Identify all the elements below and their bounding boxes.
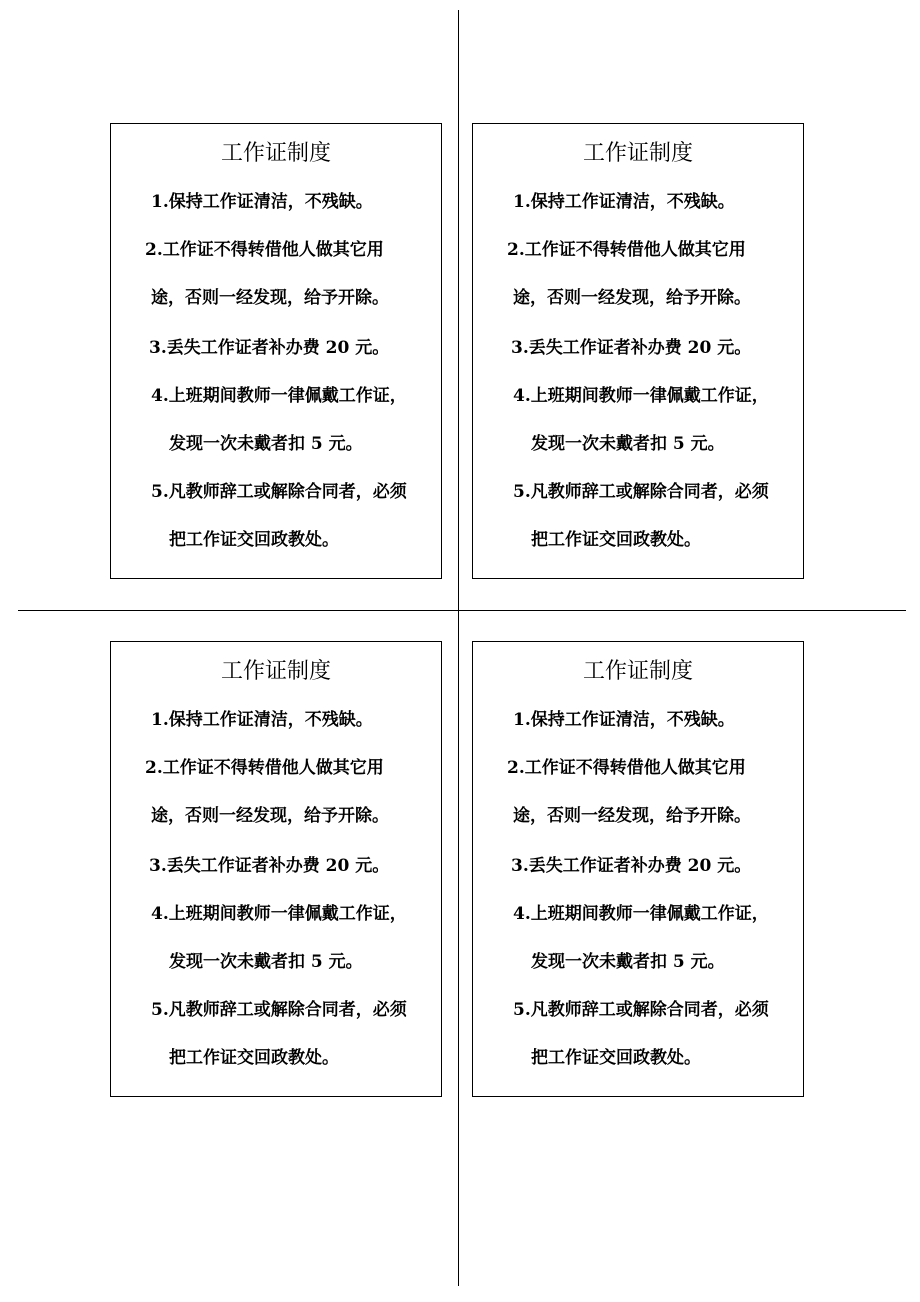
rule-line-7: 5.凡教师辞工或解除合同者，必须: [151, 1000, 407, 1020]
card-title: 工作证制度: [582, 141, 693, 166]
rule-line-6: 发现一次未戴者扣 5 元。: [531, 434, 725, 454]
rule-line-5: 4.上班期间教师一律佩戴工作证，: [513, 904, 769, 924]
rule-line-2: 2.工作证不得转借他人做其它用: [507, 758, 746, 778]
rule-card-bottom-left: [110, 641, 442, 1097]
rule-line-5: 4.上班期间教师一律佩戴工作证，: [151, 386, 407, 406]
rule-card-top-right: [472, 123, 804, 579]
rule-line-5: 4.上班期间教师一律佩戴工作证，: [151, 904, 407, 924]
rule-line-2: 2.工作证不得转借他人做其它用: [145, 758, 384, 778]
card-title: 工作证制度: [582, 659, 693, 684]
rule-line-1: 1.保持工作证清洁，不残缺。: [513, 192, 735, 212]
rule-line-4: 3.丢失工作证者补办费 20 元。: [511, 856, 752, 876]
card-title: 工作证制度: [220, 659, 331, 684]
card-title: 工作证制度: [220, 141, 331, 166]
rule-line-8: 把工作证交回政教处。: [531, 530, 701, 550]
rule-line-8: 把工作证交回政教处。: [169, 530, 339, 550]
rule-line-6: 发现一次未戴者扣 5 元。: [531, 952, 725, 972]
rule-line-6: 发现一次未戴者扣 5 元。: [169, 952, 363, 972]
rule-line-4: 3.丢失工作证者补办费 20 元。: [149, 338, 390, 358]
rule-line-5: 4.上班期间教师一律佩戴工作证，: [513, 386, 769, 406]
rule-line-6: 发现一次未戴者扣 5 元。: [169, 434, 363, 454]
horizontal-cut-line: [18, 610, 906, 611]
rule-line-8: 把工作证交回政教处。: [169, 1048, 339, 1068]
rule-line-3: 途，否则一经发现，给予开除。: [513, 806, 751, 826]
rule-line-2: 2.工作证不得转借他人做其它用: [145, 240, 384, 260]
rule-line-8: 把工作证交回政教处。: [531, 1048, 701, 1068]
rule-line-3: 途，否则一经发现，给予开除。: [151, 806, 389, 826]
rule-line-3: 途，否则一经发现，给予开除。: [513, 288, 751, 308]
rule-line-7: 5.凡教师辞工或解除合同者，必须: [513, 1000, 769, 1020]
vertical-cut-line: [458, 10, 459, 1286]
rule-line-4: 3.丢失工作证者补办费 20 元。: [511, 338, 752, 358]
rule-line-3: 途，否则一经发现，给予开除。: [151, 288, 389, 308]
rule-card-bottom-right: [472, 641, 804, 1097]
rule-line-7: 5.凡教师辞工或解除合同者，必须: [513, 482, 769, 502]
rule-line-2: 2.工作证不得转借他人做其它用: [507, 240, 746, 260]
rule-line-7: 5.凡教师辞工或解除合同者，必须: [151, 482, 407, 502]
rule-card-top-left: [110, 123, 442, 579]
rule-line-4: 3.丢失工作证者补办费 20 元。: [149, 856, 390, 876]
rule-line-1: 1.保持工作证清洁，不残缺。: [513, 710, 735, 730]
rule-line-1: 1.保持工作证清洁，不残缺。: [151, 710, 373, 730]
rule-line-1: 1.保持工作证清洁，不残缺。: [151, 192, 373, 212]
